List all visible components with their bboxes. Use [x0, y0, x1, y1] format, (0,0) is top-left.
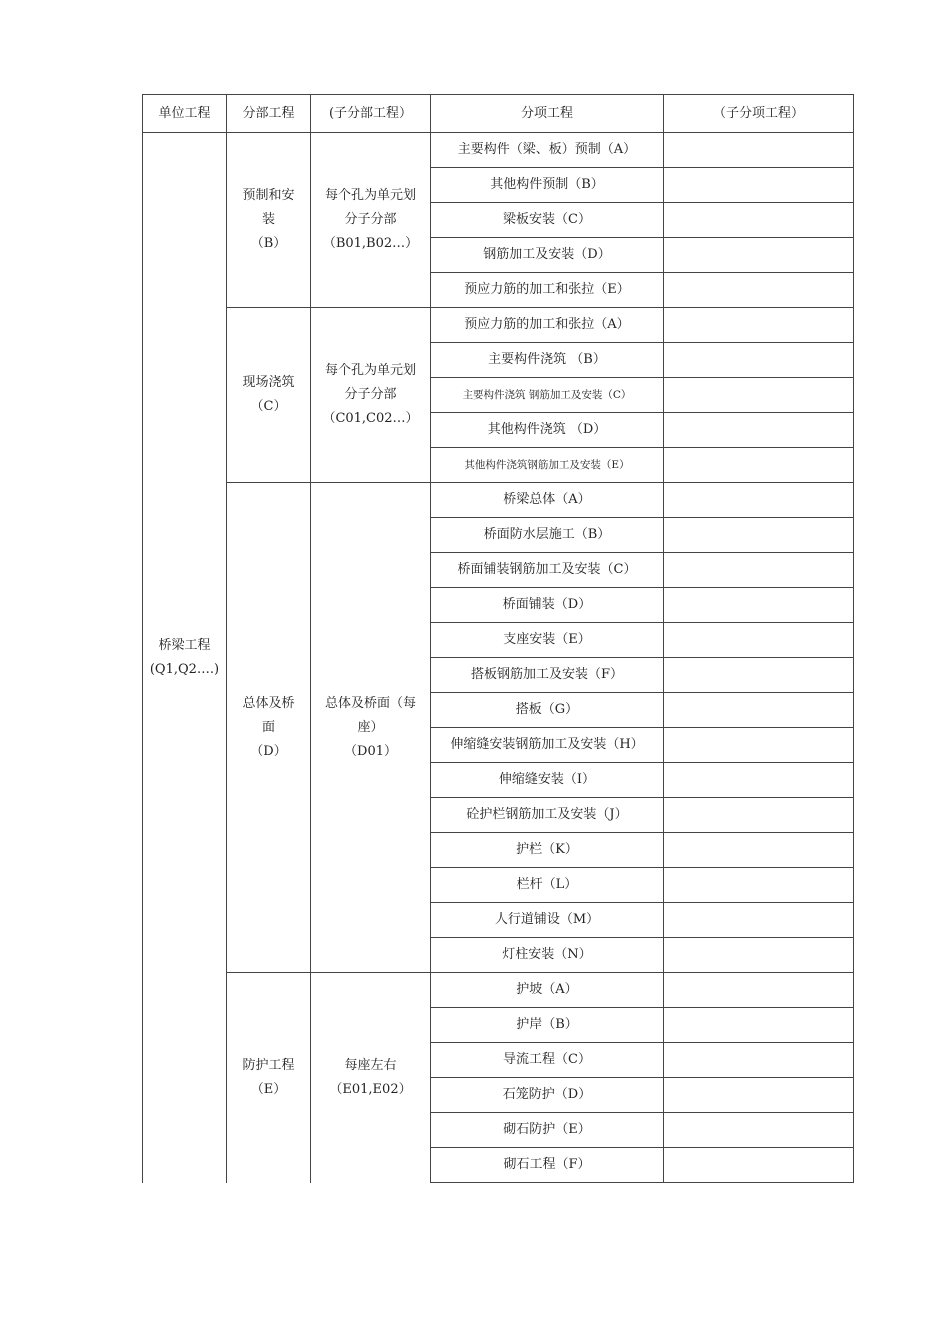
subitem-cell: [664, 238, 854, 273]
item-cell: 砌石工程（F）: [431, 1148, 664, 1183]
subitem-cell: [664, 1078, 854, 1113]
part-code: （E）: [250, 1081, 287, 1097]
subpart-cell: [311, 973, 431, 1183]
unit-cell: [143, 133, 227, 1183]
subitem-cell: [664, 273, 854, 308]
header-row: [143, 95, 854, 133]
subitem-cell: [664, 938, 854, 973]
work-breakdown-table: [142, 94, 854, 1183]
part-cell: [227, 973, 311, 1183]
table-row: [143, 973, 854, 1008]
header-unit: 单位工程: [143, 95, 227, 133]
subpart-text: 分子分部: [344, 387, 397, 402]
item-cell: 其他构件预制（B）: [431, 168, 664, 203]
item-cell: 梁板安装（C）: [431, 203, 664, 238]
item-cell: 搭板（G）: [431, 693, 664, 728]
header-item: 分项工程: [431, 95, 664, 133]
item-cell: 搭板钢筋加工及安装（F）: [431, 658, 664, 693]
item-cell: 桥面铺装钢筋加工及安装（C）: [431, 553, 664, 588]
item-cell: 灯柱安装（N）: [431, 938, 664, 973]
unit-code: (Q1,Q2….): [149, 661, 220, 677]
subitem-cell: [664, 763, 854, 798]
table-row: [143, 308, 854, 343]
part-text: 总体及桥: [242, 695, 295, 711]
item-cell: 桥梁总体（A）: [431, 483, 664, 518]
header-subitem: （子分项工程）: [664, 95, 854, 133]
part-text: 防护工程: [242, 1057, 295, 1073]
item-cell: 钢筋加工及安装（D）: [431, 238, 664, 273]
subitem-cell: [664, 413, 854, 448]
subitem-cell: [664, 308, 854, 343]
header-part: 分部工程: [227, 95, 311, 133]
item-cell: 主要构件浇筑 钢筋加工及安装（C）: [431, 378, 664, 413]
part-cell: [227, 133, 311, 308]
part-text: 装: [261, 212, 275, 227]
item-cell: 伸缩缝安装（I）: [431, 763, 664, 798]
subitem-cell: [664, 588, 854, 623]
item-cell: 其他构件浇筑钢筋加工及安装（E）: [431, 448, 664, 483]
subitem-cell: [664, 798, 854, 833]
item-cell: 砼护栏钢筋加工及安装（J）: [431, 798, 664, 833]
subitem-cell: [664, 378, 854, 413]
subitem-cell: [664, 903, 854, 938]
table-row: [143, 133, 854, 168]
item-cell: 伸缩缝安装钢筋加工及安装（H）: [431, 728, 664, 763]
item-cell: 人行道铺设（M）: [431, 903, 664, 938]
item-cell: 栏杆（L）: [431, 868, 664, 903]
subitem-cell: [664, 168, 854, 203]
item-cell: 桥面防水层施工（B）: [431, 518, 664, 553]
part-code: （C）: [250, 399, 287, 414]
subpart-text: 分子分部: [344, 212, 397, 227]
subitem-cell: [664, 728, 854, 763]
subitem-cell: [664, 868, 854, 903]
item-cell: 护坡（A）: [431, 973, 664, 1008]
subpart-code: （E01,E02）: [329, 1081, 412, 1097]
subitem-cell: [664, 343, 854, 378]
subpart-cell: [311, 308, 431, 483]
unit-name: 桥梁工程: [158, 637, 211, 653]
item-cell: 预应力筋的加工和张拉（A）: [431, 308, 664, 343]
subpart-code: （D01）: [344, 743, 397, 759]
item-cell: 导流工程（C）: [431, 1043, 664, 1078]
item-cell: 支座安装（E）: [431, 623, 664, 658]
subitem-cell: [664, 1113, 854, 1148]
item-cell: 石笼防护（D）: [431, 1078, 664, 1113]
subitem-cell: [664, 448, 854, 483]
part-code: （D）: [250, 743, 287, 759]
subitem-cell: [664, 693, 854, 728]
item-cell: 砌石防护（E）: [431, 1113, 664, 1148]
subpart-code: （C01,C02…）: [322, 411, 419, 426]
subitem-cell: [664, 623, 854, 658]
part-text: 现场浇筑: [242, 375, 295, 390]
item-cell: 主要构件（梁、板）预制（A）: [431, 133, 664, 168]
item-cell: 护岸（B）: [431, 1008, 664, 1043]
subpart-text: 每座左右: [344, 1057, 397, 1073]
subitem-cell: [664, 553, 854, 588]
item-cell: 主要构件浇筑 （B）: [431, 343, 664, 378]
subpart-cell: [311, 133, 431, 308]
subitem-cell: [664, 973, 854, 1008]
subpart-code: （B01,B02…）: [322, 236, 419, 251]
subitem-cell: [664, 1148, 854, 1183]
table-row: [143, 483, 854, 518]
subitem-cell: [664, 1008, 854, 1043]
subitem-cell: [664, 203, 854, 238]
subpart-text: 每个孔为单元划: [324, 188, 416, 203]
subitem-cell: [664, 133, 854, 168]
subpart-text: 座）: [357, 719, 384, 735]
subitem-cell: [664, 518, 854, 553]
subitem-cell: [664, 833, 854, 868]
part-text: 面: [261, 719, 275, 735]
item-cell: 桥面铺装（D）: [431, 588, 664, 623]
item-cell: 预应力筋的加工和张拉（E）: [431, 273, 664, 308]
item-cell: 护栏（K）: [431, 833, 664, 868]
subpart-text: 总体及桥面（每: [324, 695, 416, 711]
part-text: 预制和安: [242, 188, 295, 203]
subitem-cell: [664, 658, 854, 693]
part-code: （B）: [250, 236, 287, 251]
part-cell: [227, 483, 311, 973]
subpart-text: 每个孔为单元划: [324, 363, 416, 378]
subitem-cell: [664, 1043, 854, 1078]
item-cell: 其他构件浇筑 （D）: [431, 413, 664, 448]
subitem-cell: [664, 483, 854, 518]
header-subpart: (子分部工程）: [311, 95, 431, 133]
subpart-cell: [311, 483, 431, 973]
part-cell: [227, 308, 311, 483]
